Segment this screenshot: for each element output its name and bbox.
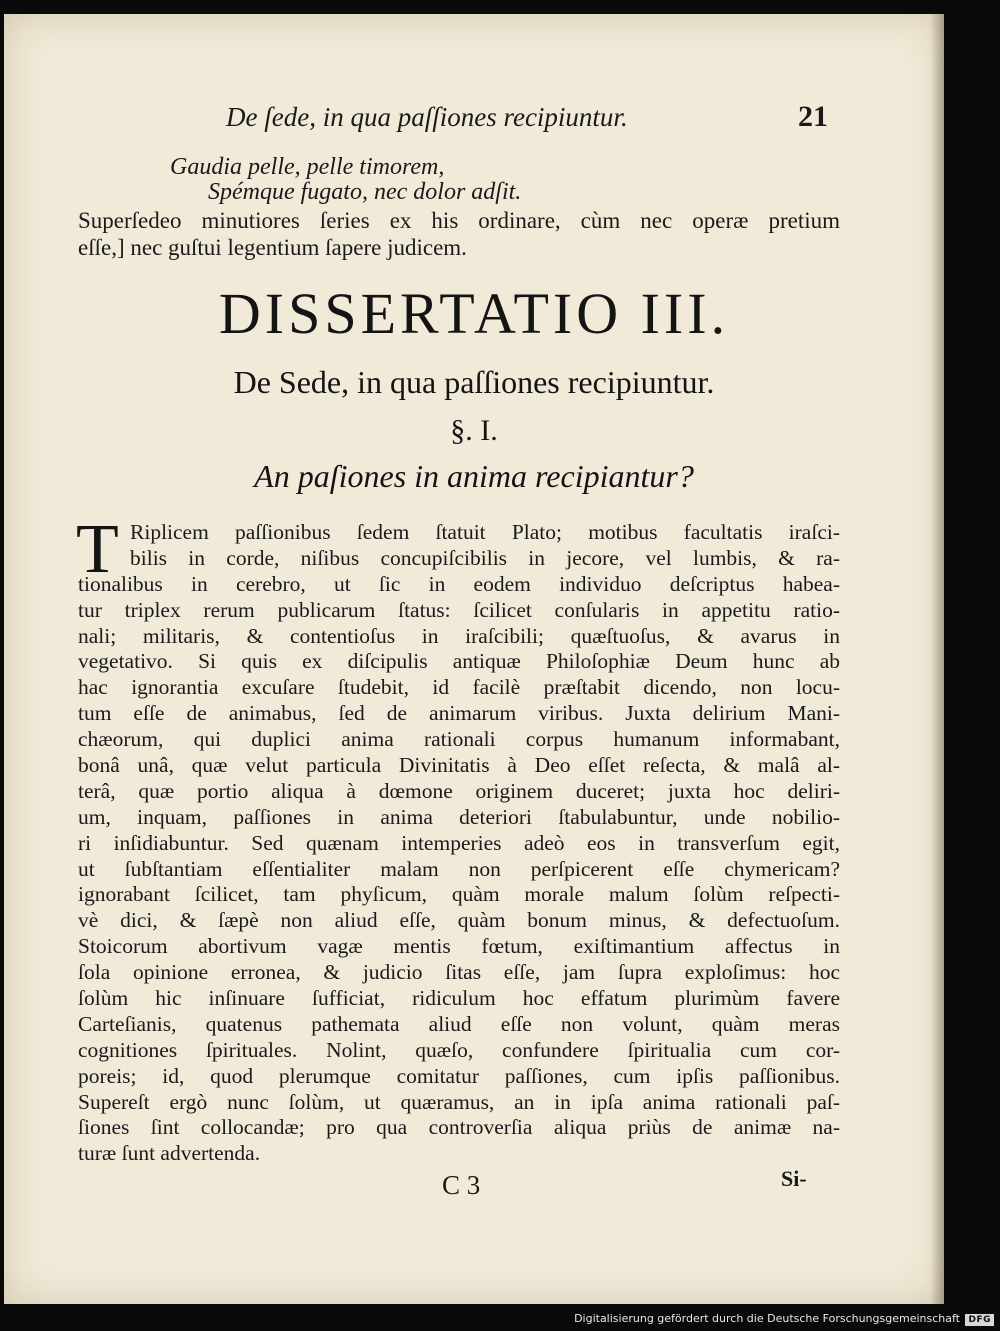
body-line: Carteſianis, quatenus pathemata aliud eſſe non volunt, quàm meras xyxy=(78,1011,840,1036)
body-line: ſolùm hic inſinuare ſufficiat, ridiculum hoc effatum plurimùm favere xyxy=(78,986,840,1011)
dfg-logo-icon: DFG xyxy=(965,1314,994,1326)
catchword: Si- xyxy=(781,1166,807,1191)
body-line: vè dici, & ſæpè non aliud eſſe, quàm bonum minus, & defectuoſum. xyxy=(78,908,840,933)
body-line: chæorum, qui duplici anima rationali corpus humanum informabant, xyxy=(78,727,840,752)
body-line: um, inquam, paſſiones in anima deteriori ſtabulabuntur, unde nobilio- xyxy=(78,804,840,829)
body-line: nali; militaris, & contentioſus in iraſcibili; quæſtuoſus, & avarus in xyxy=(78,623,840,648)
drop-cap: T xyxy=(76,511,119,588)
book-page xyxy=(4,14,944,1304)
dissertation-subtitle: De Sede, in qua paſſiones recipiuntur. xyxy=(233,364,715,400)
signature-mark: C 3 xyxy=(442,1170,481,1200)
body-line: ut ſubſtantiam eſſentialiter malam non perſpicerent eſſe chymericam? xyxy=(78,856,840,881)
footer-credit: Digitalisierung gefördert durch die Deutsche Forschungsgemeinschaft xyxy=(574,1312,960,1325)
verse-line: Gaudia pelle, pelle timorem, xyxy=(170,154,445,180)
body-line: ignorabant ſcilicet, tam phyſicum, quàm morale malum ſolùm reſpecti- xyxy=(78,882,840,907)
body-line: hac ignorantia excuſare ſtudebit, id facilè præſtabit dicendo, non locu- xyxy=(78,675,840,700)
prose-line: Superſedeo minutiores ſeries ex his ordinare, cùm nec operæ pretium xyxy=(78,208,840,233)
body-line: ſola opinione erronea, & judicio ſitas eſſe, jam ſupra exploſimus: hoc xyxy=(78,960,840,985)
verse-line: Spémque fugato, nec dolor adſit. xyxy=(208,179,522,205)
body-line: tionalibus in cerebro, ut ſic in eodem individuo deſcriptus habea- xyxy=(78,571,840,596)
body-line: Supereſt ergò nunc ſolùm, ut quæramus, an in ipſa anima rationali paſ- xyxy=(78,1089,840,1114)
body-line: bonâ unâ, quæ velut particula Divinitatis à Deo eſſet reſecta, & malâ al- xyxy=(78,753,840,778)
body-line: ſiones ſint collocandæ; pro qua controverſia aliqua priùs de animæ na- xyxy=(78,1115,840,1140)
body-line: tum eſſe de animabus, ſed de animarum viribus. Juxta delirium Mani- xyxy=(78,701,840,726)
page-number: 21 xyxy=(798,100,828,133)
body-line: vegetativo. Si quis ex diſcipulis antiquæ Philoſophiæ Deum hunc ab xyxy=(78,649,840,674)
section-question: An paſiones in anima recipiantur? xyxy=(254,458,694,494)
body-line: ri inſidiabuntur. Sed quænam intemperies adeò eos in transverſum egit, xyxy=(78,830,840,855)
body-line: poreis; id, quod plerumque comitatur paſſiones, cum ipſis paſſionibus. xyxy=(78,1063,840,1088)
running-head: De ſede, in qua paſſiones recipiuntur. xyxy=(226,102,628,132)
dissertation-title: DISSERTATIO III. xyxy=(218,281,730,346)
body-line: tur triplex rerum publicarum ſtatus: ſcilicet conſularis in appetitu ratio- xyxy=(78,597,840,622)
body-line: turæ ſunt advertenda. xyxy=(78,1141,261,1166)
section-mark: §. I. xyxy=(450,414,498,447)
body-line: Riplicem paſſionibus ſedem ſtatuit Plato; motibus facultatis iraſci- xyxy=(130,520,840,544)
body-paragraph xyxy=(76,511,840,1167)
prose-line: eſſe,] nec guſtui legentium ſapere judicem. xyxy=(78,235,467,260)
body-line: terâ, quæ portio aliqua à dœmone originem duceret; juxta hoc deliri- xyxy=(78,778,840,803)
body-line: Stoicorum abortivum vagæ mentis fœtum, exiſtimantium affectus in xyxy=(78,934,840,959)
body-line: cognitiones ſpirituales. Nolint, quæſo, confundere ſpiritualia cum cor- xyxy=(78,1037,840,1062)
prose-paragraph xyxy=(78,207,840,261)
body-line: bilis in corde, niſibus concupiſcibilis in jecore, vel lumbis, & ra- xyxy=(130,545,840,570)
